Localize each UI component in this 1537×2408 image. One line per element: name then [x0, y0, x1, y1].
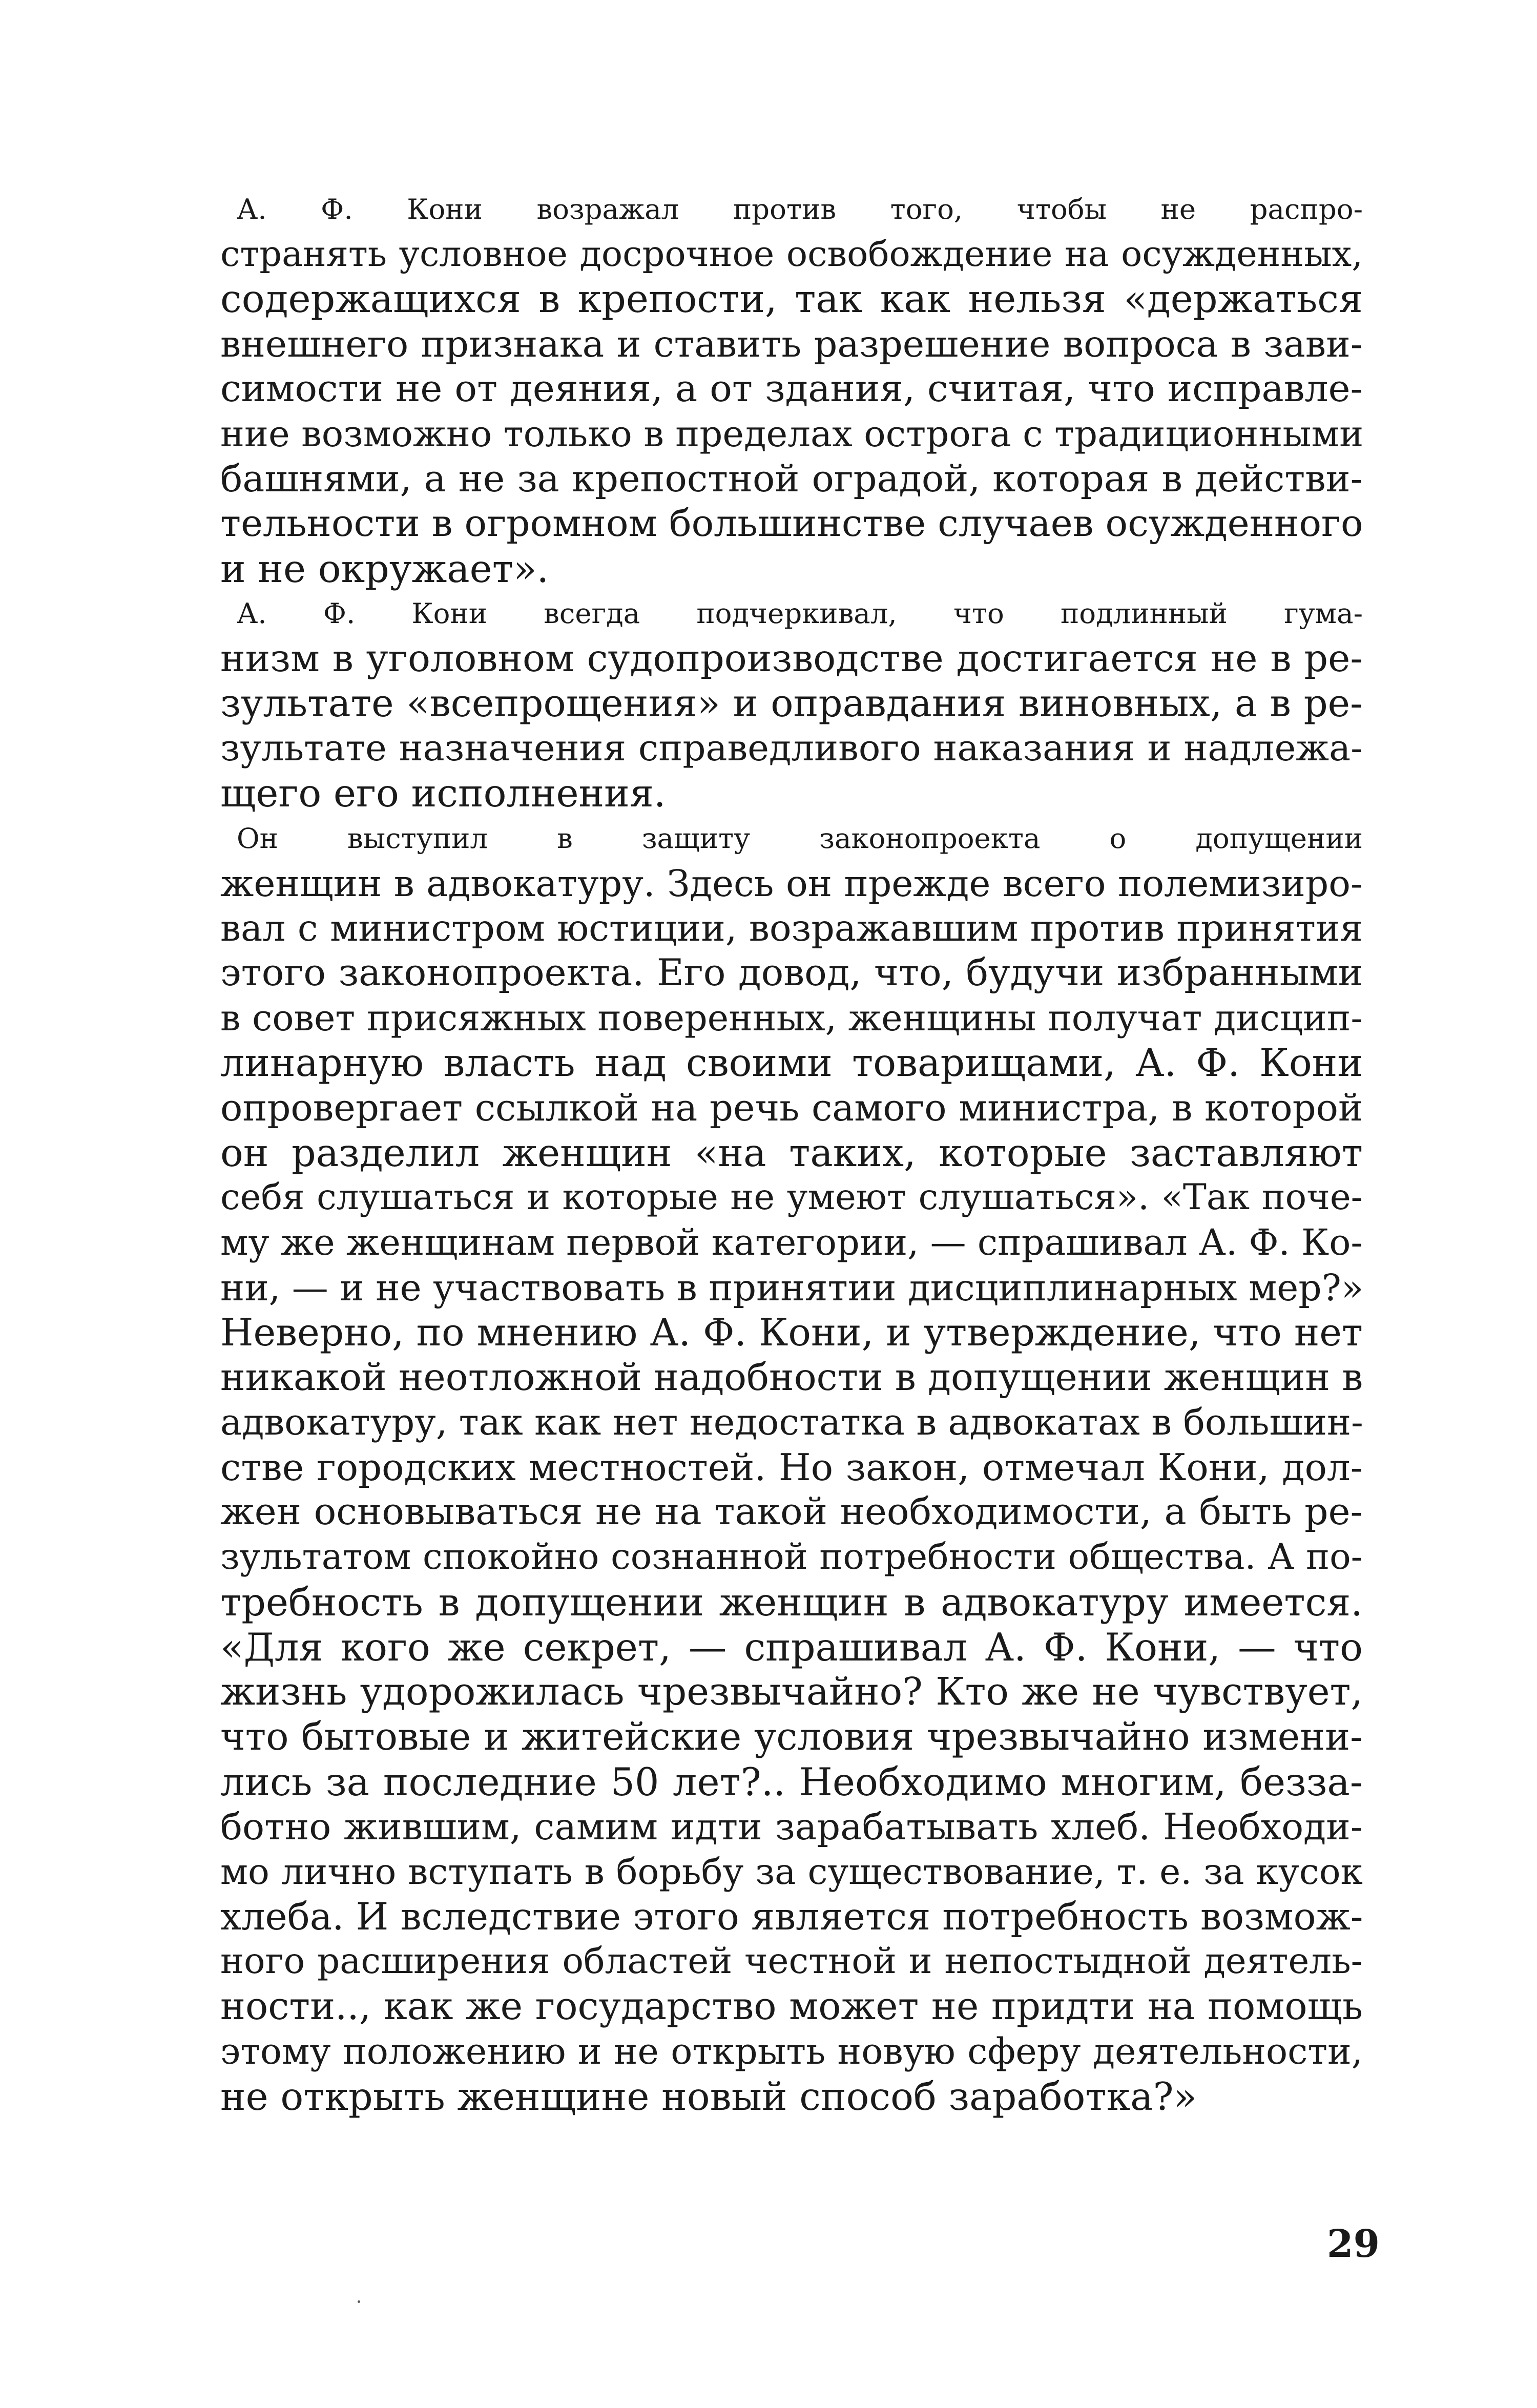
paragraph: [220, 816, 1363, 2119]
text-line: зультате «всепрощения» и оправдания виновных, а в ре-: [220, 681, 1363, 725]
text-line: женщин в адвокатуру. Здесь он прежде всего полемизиро-: [220, 862, 1363, 905]
text-line: что бытовые и житейские условия чрезвычайно измени-: [220, 1715, 1363, 1759]
text-line: зультатом спокойно сознанной потребности общества. А по-: [220, 1537, 1363, 1578]
text-line: А. Ф. Кони всегда подчеркивал, что подлинный гума-: [237, 597, 1363, 630]
text-line: в совет присяжных поверенных, женщины получат дисцип-: [220, 997, 1363, 1039]
text-line: этого законопроекта. Его довод, что, будучи избранными: [220, 951, 1363, 994]
text-line: опровергает ссылкой на речь самого министра, в которой: [220, 1086, 1363, 1130]
text-line: линарную власть над своими товарищами, А. Ф. Кони: [220, 1041, 1363, 1086]
page-number: 29: [1327, 2222, 1380, 2266]
text-line: ни, — и не участвовать в принятии дисциплинарных мер?»: [220, 1266, 1364, 1309]
text-line: мо лично вступать в борьбу за существование, т. е. за кусок: [220, 1851, 1363, 1893]
text-line: щего его исполнения.: [220, 771, 666, 816]
text-line: себя слушаться и которые не умеют слушаться». «Так поче-: [220, 1177, 1363, 1218]
text-line: Он выступил в защиту законопроекта о допущении: [237, 821, 1363, 855]
text-line: внешнего признака и ставить разрешение вопроса в зави-: [220, 323, 1363, 366]
text-line: странять условное досрочное освобождение на осужденных,: [220, 233, 1363, 275]
text-line: вал с министром юстиции, возражавшим против принятия: [220, 907, 1363, 950]
text-line: низм в уголовном судопроизводстве достигается не в ре-: [220, 637, 1363, 681]
text-line: лись за последние 50 лет?.. Необходимо многим, безза-: [220, 1759, 1363, 1804]
text-line: хлеба. И вследствие этого является потребность возмож-: [220, 1895, 1363, 1939]
paragraph: [220, 187, 1363, 591]
text-line: ного расширения областей честной и непостыдной деятель-: [220, 1941, 1363, 1982]
print-speck: [358, 2300, 360, 2303]
text-line: А. Ф. Кони возражал против того, чтобы не распро-: [237, 193, 1363, 225]
text-line: не открыть женщине новый способ заработка?»: [220, 2074, 1197, 2119]
text-line: ботно жившим, самим идти зарабатывать хлеб. Необходи-: [220, 1805, 1363, 1849]
text-line: жен основываться не на такой необходимости, а быть ре-: [220, 1490, 1363, 1534]
text-line: симости не от деяния, а от здания, считая, что исправле-: [220, 367, 1363, 410]
text-line: ние возможно только в пределах острога с традиционными: [220, 412, 1364, 455]
text-line: стве городских местностей. Но закон, отмечал Кони, дол-: [220, 1445, 1363, 1489]
text-line: зультате назначения справедливого наказания и надлежа-: [220, 727, 1363, 770]
text-line: этому положению и не открыть новую сферу деятельности,: [220, 2030, 1363, 2072]
text-line: и не окружает».: [220, 546, 549, 591]
text-line: никакой неотложной надобности в допущении женщин в: [220, 1356, 1363, 1400]
text-line: требность в допущении женщин в адвокатуру имеется.: [220, 1580, 1363, 1625]
body-text: [220, 187, 1363, 2119]
text-line: ности.., как же государство может не придти на помощь: [220, 1985, 1363, 2029]
text-line: Неверно, по мнению А. Ф. Кони, и утверждение, что нет: [220, 1310, 1363, 1355]
text-line: «Для кого же секрет, — спрашивал А. Ф. Кони, — что: [220, 1625, 1363, 1670]
text-line: адвокатуру, так как нет недостатка в адвокатах в большин-: [220, 1401, 1363, 1443]
text-line: башнями, а не за крепостной оградой, которая в действи-: [220, 457, 1363, 501]
text-line: жизнь удорожилась чрезвычайно? Кто же не чувствует,: [220, 1670, 1363, 1714]
text-line: му же женщинам первой категории, — спрашивал А. Ф. Ко-: [220, 1221, 1363, 1264]
text-line: содержащихся в крепости, так как нельзя «держаться: [220, 277, 1363, 322]
text-line: он разделил женщин «на таких, которые заставляют: [220, 1130, 1363, 1175]
paragraph: [220, 591, 1363, 816]
text-line: тельности в огромном большинстве случаев осужденного: [220, 502, 1363, 545]
